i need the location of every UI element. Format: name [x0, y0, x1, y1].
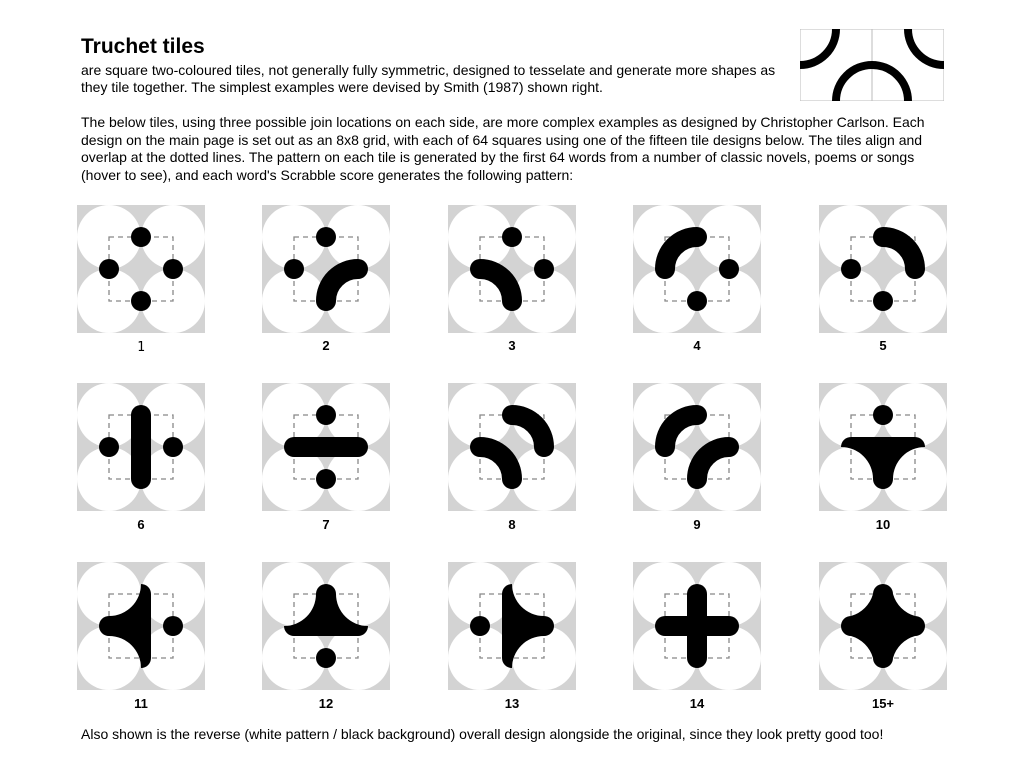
tile-6[interactable] [77, 383, 205, 511]
tile-15-label: 15+ [871, 696, 895, 711]
tile-8[interactable] [448, 383, 576, 511]
tile-1[interactable] [77, 205, 205, 333]
tile-4-label: 4 [693, 338, 701, 353]
tile-7[interactable] [262, 383, 390, 511]
tile-3[interactable] [448, 205, 576, 333]
tile-11-label: 11 [134, 696, 148, 711]
tile-12-label: 12 [318, 696, 334, 711]
tile-11[interactable] [77, 562, 205, 690]
tile-2[interactable] [262, 205, 390, 333]
page-title: Truchet tiles [81, 35, 205, 58]
tile-8-graphic [448, 383, 576, 511]
tile-7-graphic [262, 383, 390, 511]
tile-7-label: 7 [322, 517, 330, 532]
tile-1-graphic [77, 205, 205, 333]
tile-5-graphic [819, 205, 947, 333]
tile-14-graphic [633, 562, 761, 690]
tile-9-graphic [633, 383, 761, 511]
tile-3-graphic [448, 205, 576, 333]
tile-4[interactable] [633, 205, 761, 333]
tile-9-label: 9 [693, 517, 701, 532]
tile-14[interactable] [633, 562, 761, 690]
tile-2-graphic [262, 205, 390, 333]
tile-11-graphic [77, 562, 205, 690]
intro-paragraph: The below tiles, using three possible join locations on each side, are more complex examples as designed by Christopher Carlson. Each design on the main page is set out as an 8x8 grid, with each of 64 squares using one of the fifteen tile designs below. The tiles align and overlap at the dotted lines. The pattern on each tile is generated by the first 64 words from a number of classic novels, poems or songs (hover to see), and each word's Scrabble score generates the following pattern: [81, 114, 925, 183]
smith-tiles-illustration [800, 29, 944, 101]
tile-1-label: 1 [137, 340, 145, 355]
tile-3-label: 3 [508, 338, 516, 353]
tile-10-label: 10 [875, 517, 891, 532]
tile-6-graphic [77, 383, 205, 511]
tile-6-label: 6 [137, 517, 145, 532]
tile-15[interactable] [819, 562, 947, 690]
tile-14-label: 14 [689, 696, 705, 711]
tile-12-graphic [262, 562, 390, 690]
tile-13[interactable] [448, 562, 576, 690]
tile-12[interactable] [262, 562, 390, 690]
tile-10[interactable] [819, 383, 947, 511]
page-subtitle: are square two-coloured tiles, not generally fully symmetric, designed to tesselate and generate more shapes as they tile together. The simplest examples were devised by Smith (1987) shown right. [81, 62, 776, 95]
tile-10-graphic [819, 383, 947, 511]
tile-15-graphic [819, 562, 947, 690]
tile-5[interactable] [819, 205, 947, 333]
tile-5-label: 5 [879, 338, 887, 353]
tile-4-graphic [633, 205, 761, 333]
footer-note: Also shown is the reverse (white pattern / black background) overall design alongside the original, since they look pretty good too! [81, 726, 884, 742]
tile-8-label: 8 [508, 517, 516, 532]
tile-2-label: 2 [322, 338, 330, 353]
tile-13-label: 13 [504, 696, 520, 711]
tile-9[interactable] [633, 383, 761, 511]
tile-13-graphic [448, 562, 576, 690]
